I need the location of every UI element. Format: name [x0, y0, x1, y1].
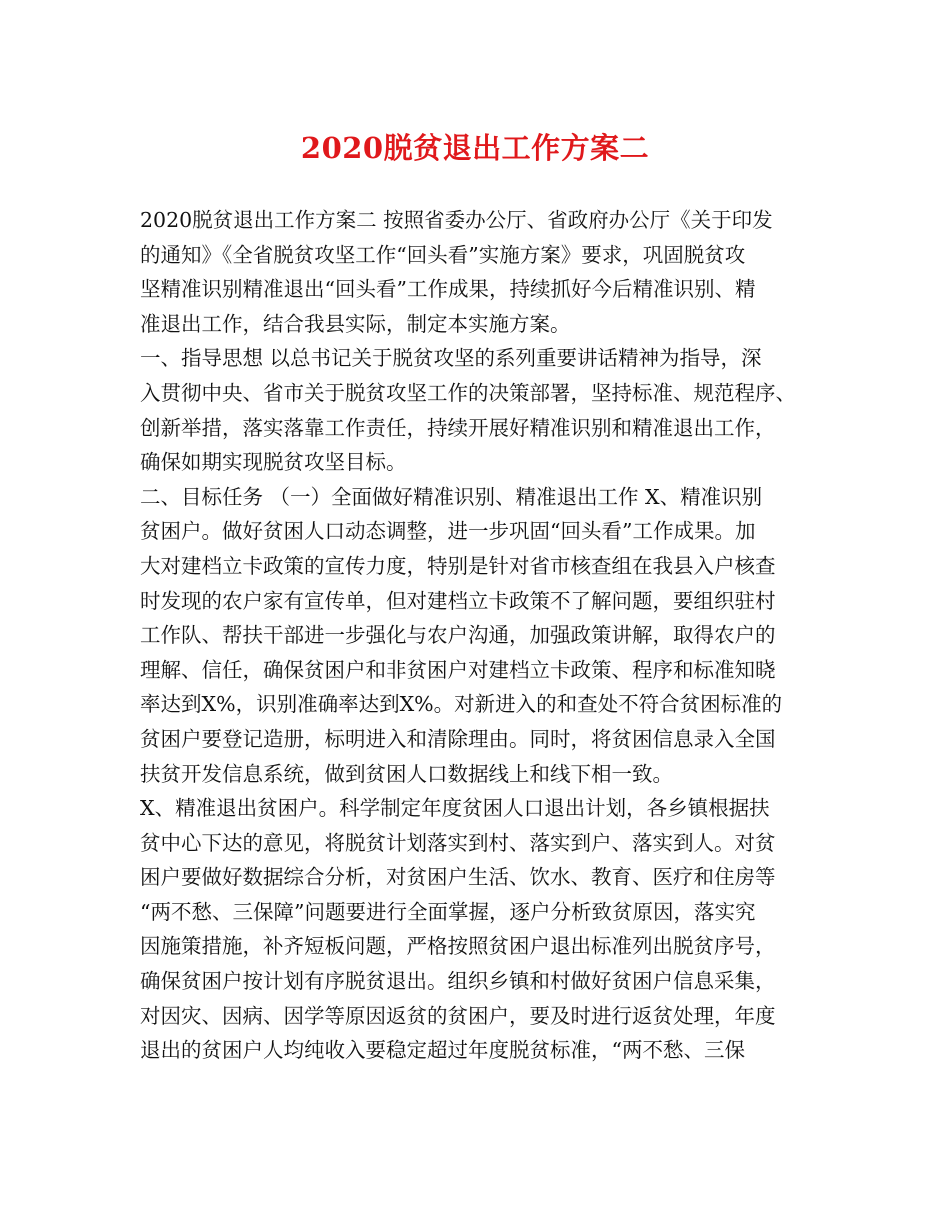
body-line: “两不愁、三保障”问题要进行全面掌握，逐户分析致贫原因，落实究 [140, 899, 756, 924]
body-line: 对因灾、因病、因学等原因返贫的贫困户，要及时进行返贫处理，年度 [140, 1003, 776, 1028]
document-title: 2020脱贫退出工作方案二 [300, 131, 650, 165]
body-line: 率达到X%，识别准确率达到X%。对新进入的和查处不符合贫困标准的 [140, 692, 783, 717]
body-line: 确保如期实现脱贫攻坚目标。 [140, 450, 407, 475]
body-line: X、精准退出贫困户。科学制定年度贫困人口退出计划，各乡镇根据扶 [140, 796, 770, 821]
body-line: 2020脱贫退出工作方案二 按照省委办公厅、省政府办公厅《关于印发 [140, 208, 773, 232]
body-line: 工作队、帮扶干部进一步强化与农户沟通，加强政策讲解，取得农户的 [140, 623, 776, 648]
body-line: 确保贫困户按计划有序脱贫退出。组织乡镇和村做好贫困户信息采集， [140, 969, 776, 994]
body-line: 理解、信任，确保贫困户和非贫困户对建档立卡政策、程序和标准知晓 [140, 657, 776, 682]
body-line: 创新举措，落实落靠工作责任，持续开展好精准识别和精准退出工作， [140, 415, 776, 440]
body-line: 扶贫开发信息系统，做到贫困人口数据线上和线下相一致。 [140, 761, 673, 786]
body-line: 贫困户要登记造册，标明进入和清除理由。同时，将贫困信息录入全国 [140, 726, 776, 751]
document-body [140, 203, 830, 1068]
body-line: 一、指导思想 以总书记关于脱贫攻坚的系列重要讲话精神为指导，深 [140, 346, 762, 371]
body-line: 准退出工作，结合我县实际，制定本实施方案。 [140, 311, 571, 336]
body-line: 困户要做好数据综合分析，对贫困户生活、饮水、教育、医疗和住房等 [140, 865, 776, 890]
body-line: 贫中心下达的意见，将脱贫计划落实到村、落实到户、落实到人。对贫 [140, 830, 776, 855]
body-line: 退出的贫困户人均纯收入要稳定超过年度脱贫标准，“两不愁、三保 [140, 1038, 745, 1063]
body-line: 的通知》《全省脱贫攻坚工作“回头看”实施方案》要求，巩固脱贫攻 [140, 242, 746, 267]
body-line: 时发现的农户家有宣传单，但对建档立卡政策不了解问题，要组织驻村 [140, 588, 776, 613]
body-line: 入贯彻中央、省市关于脱贫攻坚工作的决策部署，坚持标准、规范程序、 [140, 380, 796, 405]
body-line: 贫困户。做好贫困人口动态调整，进一步巩固“回头看”工作成果。加 [140, 519, 756, 544]
body-line: 因施策措施，补齐短板问题，严格按照贫困户退出标准列出脱贫序号， [140, 934, 776, 959]
body-line: 二、目标任务 （一）全面做好精准识别、精准退出工作 X、精准识别 [140, 484, 763, 509]
body-line: 坚精准识别精准退出“回头看”工作成果，持续抓好今后精准识别、精 [140, 277, 756, 302]
body-line: 大对建档立卡政策的宣传力度，特别是针对省市核查组在我县入户核查 [140, 553, 776, 578]
